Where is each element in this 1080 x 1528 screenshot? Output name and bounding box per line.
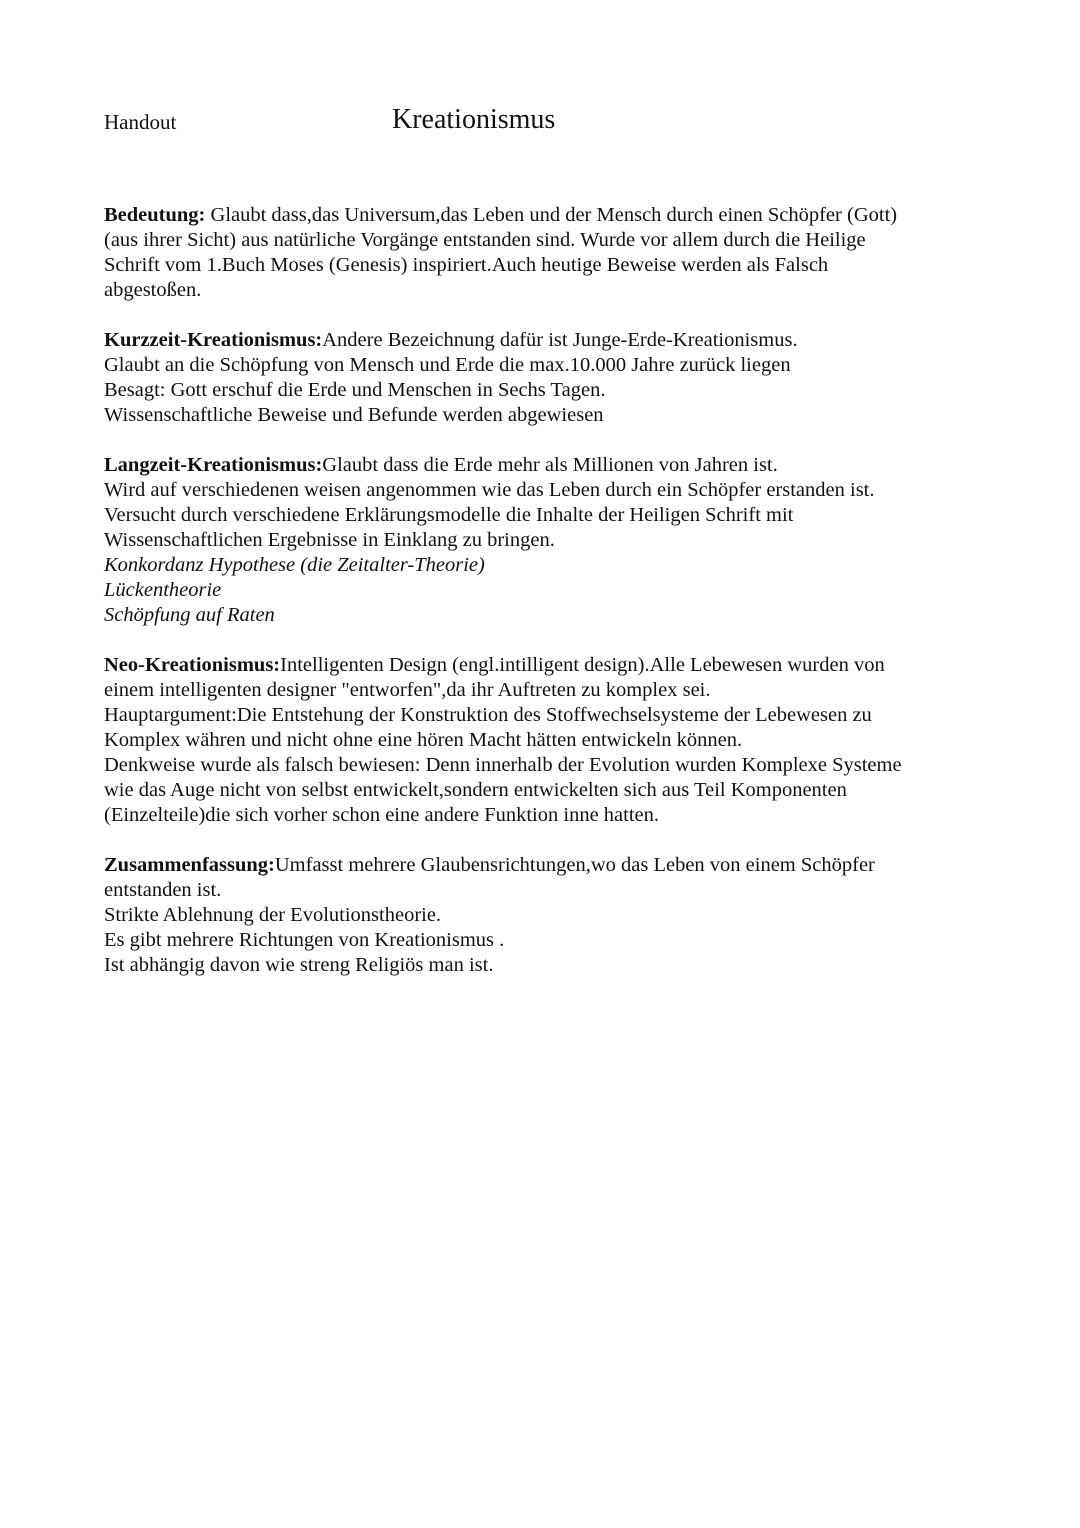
document-body	[104, 203, 974, 1003]
section-term: Langzeit-Kreationismus:	[104, 454, 323, 476]
text-line: Ist abhängig davon wie streng Religiös man ist.	[104, 954, 494, 976]
section-term: Bedeutung:	[104, 204, 206, 226]
section-term: Kurzzeit-Kreationismus:	[104, 329, 323, 351]
line-text: Glaubt dass die Erde mehr als Millionen von Jahren ist.	[322, 454, 778, 476]
text-line: Versucht durch verschiedene Erklärungsmodelle die Inhalte der Heiligen Schrift mit	[104, 504, 794, 526]
text-line: einem intelligenten designer "entworfen",da ihr Auftreten zu komplex sei.	[104, 679, 711, 701]
section-neo-kreationismus	[104, 653, 974, 828]
line-text: Glaubt dass,das Universum,das Leben und der Mensch durch einen Schöpfer (Gott)	[205, 204, 898, 226]
text-line: Denkweise wurde als falsch bewiesen: Denn innerhalb der Evolution wurden Komplexe Systeme	[104, 754, 902, 776]
text-line	[104, 328, 974, 353]
text-line: Schrift vom 1.Buch Moses (Genesis) inspiriert.Auch heutige Beweise werden als Falsch	[104, 254, 829, 276]
line-text: Intelligenten Design (engl.intilligent design).Alle Lebewesen wurden von	[280, 654, 885, 676]
text-line: Es gibt mehrere Richtungen von Kreationismus .	[104, 929, 505, 951]
text-line: abgestoßen.	[104, 279, 202, 301]
text-line: wie das Auge nicht von selbst entwickelt,sondern entwickelten sich aus Teil Komponenten	[104, 779, 847, 801]
line-text: Umfasst mehrere Glaubensrichtungen,wo das Leben von einem Schöpfer	[274, 854, 875, 876]
text-line: Wird auf verschiedenen weisen angenommen wie das Leben durch ein Schöpfer erstanden ist.	[104, 479, 875, 501]
section-term: Zusammenfassung:	[104, 854, 275, 876]
text-line	[104, 203, 974, 228]
text-line	[104, 453, 974, 478]
document-title: Kreationismus	[392, 104, 556, 135]
section-langzeit-kreationismus	[104, 453, 974, 628]
text-line	[104, 653, 974, 678]
section-zusammenfassung	[104, 853, 974, 978]
text-line: entstanden ist.	[104, 879, 222, 901]
theory-item: Konkordanz Hypothese (die Zeitalter-Theorie)	[104, 554, 485, 576]
text-line: Komplex währen und nicht ohne eine hören Macht hätten entwickeln können.	[104, 729, 743, 751]
section-bedeutung	[104, 203, 974, 303]
text-line: Hauptargument:Die Entstehung der Konstruktion des Stoffwechselsysteme der Lebewesen zu	[104, 704, 872, 726]
text-line: Wissenschaftliche Beweise und Befunde werden abgewiesen	[104, 404, 604, 426]
section-kurzzeit-kreationismus	[104, 328, 974, 428]
document-header	[104, 104, 964, 144]
theory-item: Schöpfung auf Raten	[104, 604, 275, 626]
text-line: Besagt: Gott erschuf die Erde und Menschen in Sechs Tagen.	[104, 379, 606, 401]
section-term: Neo-Kreationismus:	[104, 654, 281, 676]
text-line: Wissenschaftlichen Ergebnisse in Einklang zu bringen.	[104, 529, 555, 551]
text-line	[104, 853, 974, 878]
header-label: Handout	[104, 110, 177, 134]
text-line: (aus ihrer Sicht) aus natürliche Vorgänge entstanden sind. Wurde vor allem durch die Heilige	[104, 229, 866, 251]
text-line: Strikte Ablehnung der Evolutionstheorie.	[104, 904, 442, 926]
line-text: Andere Bezeichnung dafür ist Junge-Erde-Kreationismus.	[322, 329, 798, 351]
text-line: Glaubt an die Schöpfung von Mensch und Erde die max.10.000 Jahre zurück liegen	[104, 354, 791, 376]
text-line: (Einzelteile)die sich vorher schon eine andere Funktion inne hatten.	[104, 804, 660, 826]
theory-item: Lückentheorie	[104, 579, 222, 601]
